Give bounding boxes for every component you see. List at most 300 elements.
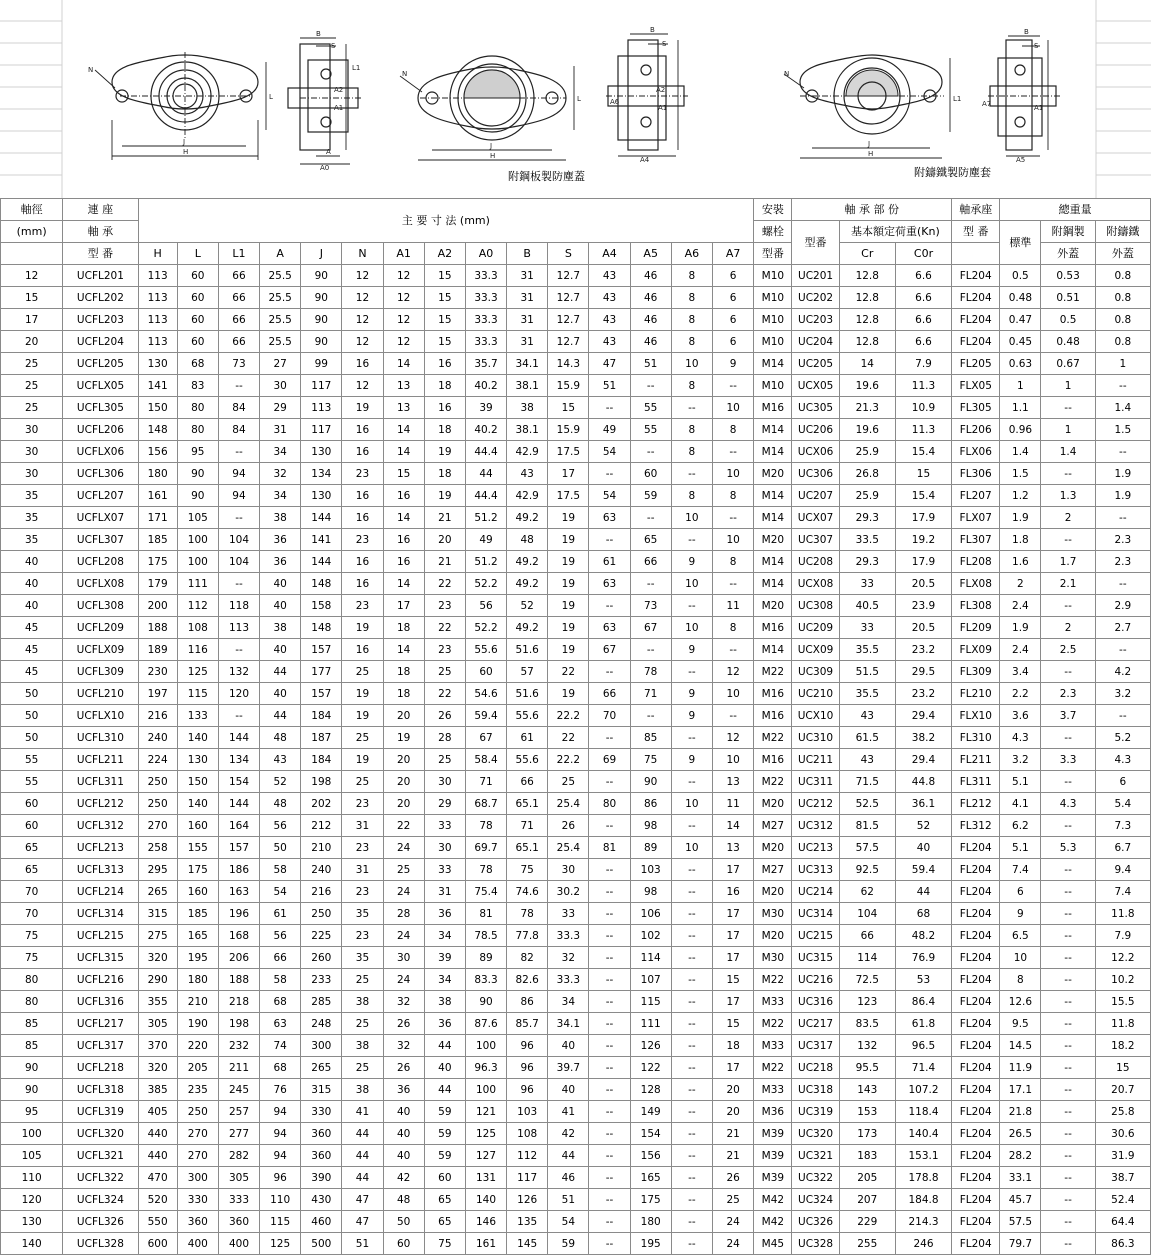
table-cell: 1.4	[1041, 441, 1095, 463]
table-cell: 180	[177, 969, 218, 991]
table-cell: 38.1	[507, 375, 548, 397]
table-cell: 40.2	[465, 419, 506, 441]
table-cell: 60	[630, 463, 671, 485]
table-cell: 127	[465, 1145, 506, 1167]
table-cell: 17.5	[548, 441, 589, 463]
table-cell: 2.1	[1041, 573, 1095, 595]
table-cell: 80	[177, 419, 218, 441]
table-cell: 38	[342, 1035, 383, 1057]
table-cell: 128	[630, 1079, 671, 1101]
table-cell: 20.7	[1095, 1079, 1150, 1101]
table-cell: 10	[671, 837, 712, 859]
table-cell: 28	[383, 903, 424, 925]
table-cell: UC312	[792, 815, 839, 837]
table-cell: 25	[342, 771, 383, 793]
table-row	[1, 947, 1151, 969]
table-cell: 79.7	[1000, 1233, 1041, 1255]
table-cell: 32	[383, 1035, 424, 1057]
table-cell: 44.8	[895, 771, 951, 793]
table-cell: 46	[630, 265, 671, 287]
table-cell: 15	[424, 309, 465, 331]
table-cell: 33	[839, 573, 895, 595]
table-cell: 66	[218, 331, 259, 353]
table-cell: 270	[177, 1145, 218, 1167]
table-cell: 6.2	[1000, 815, 1041, 837]
table-cell: 10	[712, 529, 753, 551]
table-cell: 116	[177, 639, 218, 661]
table-cell: --	[671, 859, 712, 881]
table-cell: 15	[424, 265, 465, 287]
table-cell: 44	[895, 881, 951, 903]
table-cell: 32	[260, 463, 301, 485]
table-cell: 210	[177, 991, 218, 1013]
label-a: A	[326, 148, 331, 156]
table-cell: 23	[342, 925, 383, 947]
table-cell: 1.6	[1000, 551, 1041, 573]
table-cell: 70	[1, 881, 63, 903]
table-cell: 10	[712, 683, 753, 705]
table-cell: 21	[424, 551, 465, 573]
table-cell: 16	[342, 551, 383, 573]
table-cell: 20.5	[895, 617, 951, 639]
table-cell: 15.5	[1095, 991, 1150, 1013]
table-cell: 90	[301, 265, 342, 287]
table-cell: --	[1041, 661, 1095, 683]
table-cell: 55	[630, 397, 671, 419]
table-cell: --	[1041, 397, 1095, 419]
table-cell: 100	[465, 1079, 506, 1101]
table-cell: 188	[218, 969, 259, 991]
table-cell: 59	[424, 1101, 465, 1123]
table-cell: --	[671, 1167, 712, 1189]
table-cell: 89	[630, 837, 671, 859]
table-cell: UCFL315	[63, 947, 138, 969]
table-cell: 43	[589, 265, 630, 287]
table-cell: --	[589, 1057, 630, 1079]
table-cell: 51	[589, 375, 630, 397]
table-cell: 41	[548, 1101, 589, 1123]
table-cell: FL204	[952, 1167, 1000, 1189]
table-cell: 106	[630, 903, 671, 925]
table-cell: 51	[548, 1189, 589, 1211]
table-cell: 6.7	[1095, 837, 1150, 859]
header-housing-2: 型 番	[952, 221, 1000, 243]
table-cell: 113	[138, 309, 177, 331]
table-cell: 49.2	[507, 551, 548, 573]
table-cell: --	[1041, 969, 1095, 991]
table-cell: 82	[507, 947, 548, 969]
table-cell: FL204	[952, 1189, 1000, 1211]
table-cell: 80	[1, 969, 63, 991]
table-cell: 122	[630, 1057, 671, 1079]
table-cell: 95.5	[839, 1057, 895, 1079]
table-cell: 216	[301, 881, 342, 903]
label-a1: A1	[334, 104, 344, 112]
table-cell: 19.6	[839, 375, 895, 397]
label-l2: L	[577, 95, 581, 103]
table-cell: 17	[712, 1057, 753, 1079]
table-cell: 130	[138, 353, 177, 375]
table-cell: 171	[138, 507, 177, 529]
table-cell: 80	[177, 397, 218, 419]
table-cell: FL204	[952, 947, 1000, 969]
table-cell: 360	[301, 1145, 342, 1167]
table-cell: 40	[1, 551, 63, 573]
table-cell: 140	[1, 1233, 63, 1255]
table-cell: 117	[301, 419, 342, 441]
table-cell: 30	[1, 463, 63, 485]
table-cell: 185	[138, 529, 177, 551]
table-cell: M14	[754, 419, 792, 441]
table-cell: 0.8	[1095, 265, 1150, 287]
table-cell: 2	[1041, 617, 1095, 639]
table-cell: UC320	[792, 1123, 839, 1145]
table-cell: 370	[138, 1035, 177, 1057]
table-cell: 20	[1, 331, 63, 353]
table-cell: 16	[342, 573, 383, 595]
table-cell: 15	[712, 969, 753, 991]
table-cell: 38	[260, 617, 301, 639]
table-cell: 2.5	[1041, 639, 1095, 661]
table-cell: UC310	[792, 727, 839, 749]
table-row	[1, 309, 1151, 331]
table-cell: FL310	[952, 727, 1000, 749]
table-cell: --	[671, 727, 712, 749]
table-cell: 54	[589, 485, 630, 507]
table-cell: 35	[1, 485, 63, 507]
side-view-iron-cover	[982, 28, 1060, 164]
table-cell: 30	[424, 837, 465, 859]
table-cell: --	[1041, 529, 1095, 551]
table-cell: 30	[1, 419, 63, 441]
table-cell: --	[589, 903, 630, 925]
table-cell: 75	[424, 1233, 465, 1255]
table-cell: 66	[218, 287, 259, 309]
front-view-standard	[88, 52, 273, 160]
table-cell: FL204	[952, 331, 1000, 353]
table-cell: 24	[383, 925, 424, 947]
table-cell: FL305	[952, 397, 1000, 419]
table-cell: FL204	[952, 265, 1000, 287]
table-cell: 25	[424, 749, 465, 771]
table-cell: UCFL317	[63, 1035, 138, 1057]
table-cell: 1.2	[1000, 485, 1041, 507]
table-cell: 7.9	[1095, 925, 1150, 947]
table-cell: 44	[465, 463, 506, 485]
label-a0: A0	[320, 164, 330, 172]
table-row	[1, 1167, 1151, 1189]
table-cell: 69.7	[465, 837, 506, 859]
header-dim: S	[548, 243, 589, 265]
table-cell: 38	[507, 397, 548, 419]
table-cell: M27	[754, 815, 792, 837]
header-dim: L	[177, 243, 218, 265]
table-cell: M14	[754, 441, 792, 463]
table-row	[1, 727, 1151, 749]
table-cell: FL204	[952, 1145, 1000, 1167]
table-cell: 14.5	[1000, 1035, 1041, 1057]
table-row	[1, 881, 1151, 903]
table-cell: 24	[712, 1233, 753, 1255]
table-cell: 20	[424, 529, 465, 551]
table-cell: 330	[177, 1189, 218, 1211]
table-cell: --	[589, 991, 630, 1013]
table-cell: 56	[260, 925, 301, 947]
table-cell: 470	[138, 1167, 177, 1189]
table-cell: 130	[301, 485, 342, 507]
table-cell: 275	[138, 925, 177, 947]
table-cell: 83.5	[839, 1013, 895, 1035]
table-cell: 20	[383, 705, 424, 727]
table-cell: 90	[301, 287, 342, 309]
table-cell: M33	[754, 991, 792, 1013]
table-cell: 38	[342, 991, 383, 1013]
table-cell: 117	[507, 1167, 548, 1189]
table-cell: 61.8	[895, 1013, 951, 1035]
table-cell: 71	[630, 683, 671, 705]
table-row	[1, 507, 1151, 529]
table-cell: UCFL308	[63, 595, 138, 617]
table-cell: FL209	[952, 617, 1000, 639]
table-cell: 164	[218, 815, 259, 837]
table-cell: 71	[507, 815, 548, 837]
table-cell: 34	[260, 485, 301, 507]
table-cell: --	[218, 705, 259, 727]
table-cell: 125	[177, 661, 218, 683]
table-cell: 96	[507, 1035, 548, 1057]
table-cell: 43	[260, 749, 301, 771]
table-cell: M20	[754, 925, 792, 947]
table-cell: M16	[754, 749, 792, 771]
table-cell: 33.3	[465, 287, 506, 309]
table-cell: --	[1041, 1167, 1095, 1189]
table-cell: 34.1	[548, 1013, 589, 1035]
table-cell: --	[630, 507, 671, 529]
table-cell: 18	[424, 419, 465, 441]
table-cell: UCX08	[792, 573, 839, 595]
table-cell: 57	[507, 661, 548, 683]
table-cell: --	[671, 529, 712, 551]
table-cell: 115	[177, 683, 218, 705]
table-cell: 9	[1000, 903, 1041, 925]
table-cell: 257	[218, 1101, 259, 1123]
table-cell: 52.4	[1095, 1189, 1150, 1211]
table-cell: 134	[218, 749, 259, 771]
table-cell: 44	[342, 1123, 383, 1145]
table-cell: 198	[218, 1013, 259, 1035]
table-cell: 8	[671, 419, 712, 441]
table-cell: 4.1	[1000, 793, 1041, 815]
table-cell: 60	[424, 1167, 465, 1189]
table-cell: 40	[895, 837, 951, 859]
table-cell: 20	[383, 749, 424, 771]
table-row	[1, 485, 1151, 507]
table-cell: 2.7	[1095, 617, 1150, 639]
table-cell: 300	[301, 1035, 342, 1057]
table-cell: 31.9	[1095, 1145, 1150, 1167]
table-cell: 23	[342, 529, 383, 551]
table-cell: 111	[177, 573, 218, 595]
table-cell: UCFL306	[63, 463, 138, 485]
header-dim: A5	[630, 243, 671, 265]
table-cell: 65	[1, 859, 63, 881]
table-cell: 15	[1095, 1057, 1150, 1079]
table-cell: UC319	[792, 1101, 839, 1123]
table-cell: 18	[424, 375, 465, 397]
table-cell: M22	[754, 1057, 792, 1079]
table-cell: --	[1041, 463, 1095, 485]
table-cell: M22	[754, 969, 792, 991]
table-cell: 13	[712, 771, 753, 793]
table-cell: 8	[671, 485, 712, 507]
table-cell: 440	[138, 1123, 177, 1145]
table-cell: 62	[839, 881, 895, 903]
table-cell: 148	[301, 617, 342, 639]
header-dim: N	[342, 243, 383, 265]
table-cell: 26.8	[839, 463, 895, 485]
table-cell: 200	[138, 595, 177, 617]
table-cell: --	[1041, 1079, 1095, 1101]
table-cell: 188	[138, 617, 177, 639]
table-cell: 56	[260, 815, 301, 837]
table-cell: 96	[260, 1167, 301, 1189]
table-row	[1, 419, 1151, 441]
caption-steel-cover: 附鋼板製防塵蓋	[508, 170, 585, 183]
table-cell: FL204	[952, 881, 1000, 903]
table-cell: 33.3	[465, 265, 506, 287]
table-cell: UC314	[792, 903, 839, 925]
header-main-dims: 主 要 寸 法 (mm)	[138, 199, 754, 243]
table-cell: M14	[754, 353, 792, 375]
table-row	[1, 925, 1151, 947]
table-cell: 21	[424, 507, 465, 529]
table-cell: 21.8	[1000, 1101, 1041, 1123]
table-cell: --	[218, 441, 259, 463]
table-cell: 54	[260, 881, 301, 903]
table-cell: 19	[342, 683, 383, 705]
table-cell: 155	[177, 837, 218, 859]
label-s2: S	[662, 40, 667, 48]
table-cell: UCFL217	[63, 1013, 138, 1035]
table-cell: UCX09	[792, 639, 839, 661]
table-cell: 19	[548, 529, 589, 551]
table-cell: 5.4	[1095, 793, 1150, 815]
table-cell: 66	[630, 551, 671, 573]
table-cell: 355	[138, 991, 177, 1013]
table-cell: 112	[177, 595, 218, 617]
table-cell: 76.9	[895, 947, 951, 969]
table-cell: 12	[712, 661, 753, 683]
table-cell: 12.7	[548, 309, 589, 331]
table-cell: 175	[177, 859, 218, 881]
table-cell: 300	[177, 1167, 218, 1189]
table-cell: 12	[383, 265, 424, 287]
table-cell: 70	[1, 903, 63, 925]
table-cell: UCFL201	[63, 265, 138, 287]
header-weight-iron-2: 外蓋	[1095, 243, 1150, 265]
table-cell: 405	[138, 1101, 177, 1123]
table-cell: 12.8	[839, 287, 895, 309]
table-cell: 19.6	[839, 419, 895, 441]
table-cell: 60	[177, 309, 218, 331]
table-cell: 59	[424, 1123, 465, 1145]
table-cell: M20	[754, 881, 792, 903]
table-cell: UC208	[792, 551, 839, 573]
table-cell: UCX06	[792, 441, 839, 463]
table-cell: 52	[507, 595, 548, 617]
table-cell: --	[1041, 925, 1095, 947]
table-cell: 80	[1, 991, 63, 1013]
table-cell: 282	[218, 1145, 259, 1167]
table-cell: 23	[342, 793, 383, 815]
table-cell: 85	[630, 727, 671, 749]
table-cell: 143	[839, 1079, 895, 1101]
table-cell: 81	[465, 903, 506, 925]
table-cell: 25	[424, 661, 465, 683]
table-cell: 156	[138, 441, 177, 463]
table-cell: 150	[177, 771, 218, 793]
table-cell: 305	[138, 1013, 177, 1035]
table-cell: FL204	[952, 991, 1000, 1013]
table-cell: UC206	[792, 419, 839, 441]
table-cell: 14	[383, 507, 424, 529]
table-cell: 135	[507, 1211, 548, 1233]
table-cell: 107	[630, 969, 671, 991]
header-dim: A4	[589, 243, 630, 265]
header-dim: L1	[218, 243, 259, 265]
header-dim: A6	[671, 243, 712, 265]
table-cell: 6.6	[895, 287, 951, 309]
table-cell: 10	[671, 353, 712, 375]
table-cell: FL204	[952, 925, 1000, 947]
table-cell: FL204	[952, 837, 1000, 859]
table-cell: --	[671, 1233, 712, 1255]
table-cell: 81	[589, 837, 630, 859]
header-bolt-1: 安裝	[754, 199, 792, 221]
table-cell: 33.3	[465, 331, 506, 353]
table-cell: 33	[839, 617, 895, 639]
table-cell: 168	[218, 925, 259, 947]
table-cell: 30	[548, 859, 589, 881]
table-cell: 550	[138, 1211, 177, 1233]
table-cell: 0.48	[1041, 331, 1095, 353]
header-seat-1: 連 座	[63, 199, 138, 221]
table-cell: FL204	[952, 287, 1000, 309]
table-cell: 233	[301, 969, 342, 991]
table-cell: 144	[218, 727, 259, 749]
table-cell: --	[671, 1101, 712, 1123]
table-cell: 35.7	[465, 353, 506, 375]
table-cell: 270	[138, 815, 177, 837]
table-cell: --	[1041, 1233, 1095, 1255]
table-cell: M16	[754, 617, 792, 639]
table-cell: 29.3	[839, 507, 895, 529]
table-cell: 115	[630, 991, 671, 1013]
table-cell: M14	[754, 507, 792, 529]
table-cell: 100	[177, 529, 218, 551]
table-cell: 25	[342, 969, 383, 991]
table-row	[1, 287, 1151, 309]
table-cell: 12	[1, 265, 63, 287]
table-cell: 140	[465, 1189, 506, 1211]
table-cell: 12	[383, 309, 424, 331]
table-cell: UC201	[792, 265, 839, 287]
table-cell: FL204	[952, 1079, 1000, 1101]
table-cell: 153.1	[895, 1145, 951, 1167]
header-c0r: C0r	[895, 243, 951, 265]
table-cell: UC210	[792, 683, 839, 705]
table-cell: 10	[671, 573, 712, 595]
